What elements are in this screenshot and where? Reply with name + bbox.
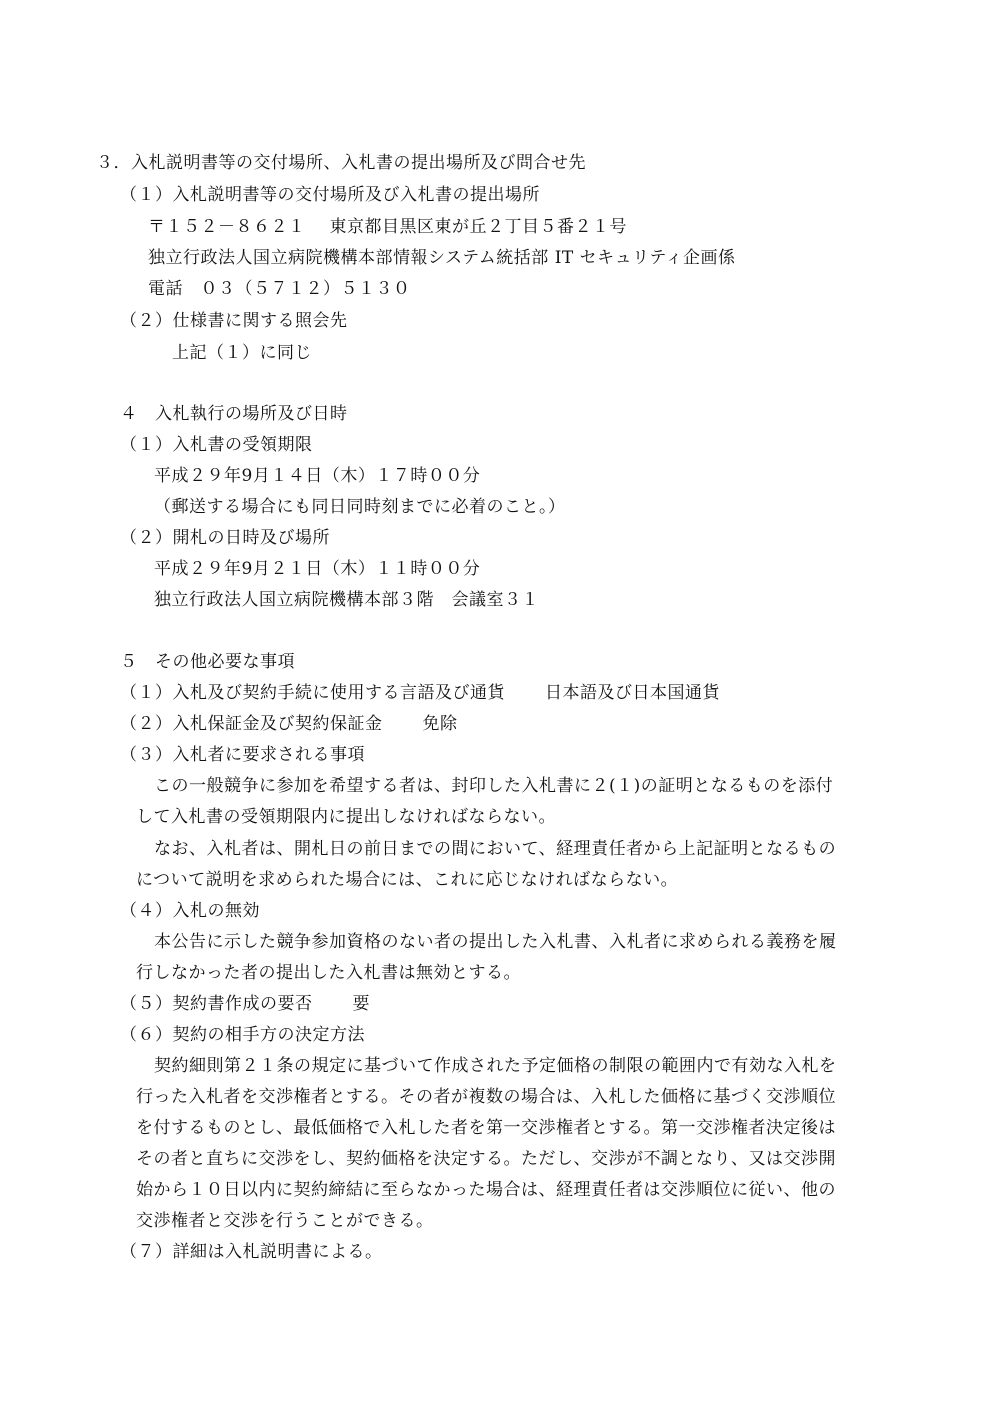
section5-item4-label: （４）入札の無効 xyxy=(120,901,260,921)
section5-item6-line6: 交渉権者と交渉を行うことができる。 xyxy=(136,1211,434,1231)
section3-item2-text: 上記（１）に同じ xyxy=(172,343,312,363)
section5-item1-value: 日本語及び日本国通貨 xyxy=(545,683,720,703)
section5-item3-p2-line2: について説明を求められた場合には、これに応じなければならない。 xyxy=(136,870,679,890)
section5-item6-line3: を付するものとし、最低価格で入札した者を第一交渉権者とする。第一交渉権者決定後は xyxy=(136,1118,836,1138)
street-address: 東京都目黒区東が丘２丁目５番２１号 xyxy=(329,217,627,237)
section3-title: ３．入札説明書等の交付場所、入札書の提出場所及び問合せ先 xyxy=(96,153,586,173)
section5-item5-label: （５）契約書作成の要否 xyxy=(120,994,313,1014)
section5-item3-label: （３）入札者に要求される事項 xyxy=(120,745,365,765)
section4-deadline: 平成２９年9月１４日（木）１７時００分 xyxy=(154,466,481,486)
section5-item5-line xyxy=(120,993,370,1015)
section4-item2-label: （２）開札の日時及び場所 xyxy=(120,528,330,548)
section5-item4-line1: 本公告に示した競争参加資格のない者の提出した入札書、入札者に求められる義務を履 xyxy=(154,932,837,952)
section5-title: ５ その他必要な事項 xyxy=(120,652,295,672)
section5-item3-p1-line2: して入札書の受領期限内に提出しなければならない。 xyxy=(136,807,556,827)
section3-org: 独立行政法人国立病院機構本部情報システム統括部 IT セキュリティ企画係 xyxy=(148,248,736,268)
section4-title: ４ 入札執行の場所及び日時 xyxy=(120,404,348,424)
section5-item7-label: （７）詳細は入札説明書による。 xyxy=(120,1242,383,1262)
section5-item6-line1: 契約細則第２１条の規定に基づいて作成された予定価格の制限の範囲内で有効な入札を xyxy=(154,1056,837,1076)
section5-item2-value: 免除 xyxy=(422,714,458,734)
section4-mail-note: （郵送する場合にも同日同時刻までに必着のこと。） xyxy=(154,497,566,517)
section3-item1-label: （１）入札説明書等の交付場所及び入札書の提出場所 xyxy=(120,185,540,205)
section5-item5-value: 要 xyxy=(352,994,370,1014)
section3-phone: 電話 ０３（５７１２）５１３０ xyxy=(148,279,411,299)
section5-item6-line5: 始から１０日以内に契約締結に至らなかった場合は、経理責任者は交渉順位に従い、他の xyxy=(136,1180,836,1200)
section4-opening-date: 平成２９年9月２１日（木）１１時００分 xyxy=(154,559,481,579)
section3-address-line xyxy=(148,216,627,238)
section5-item1-line xyxy=(120,682,720,704)
section5-item1-label: （１）入札及び契約手続に使用する言語及び通貨 xyxy=(120,683,505,703)
section4-item1-label: （１）入札書の受領期限 xyxy=(120,435,313,455)
postal-code: 〒１５２－８６２１ xyxy=(148,217,306,237)
section5-item6-line2: 行った入札者を交渉権者とする。その者が複数の場合は、入札した価格に基づく交渉順位 xyxy=(136,1087,836,1107)
section5-item4-line2: 行しなかった者の提出した入札書は無効とする。 xyxy=(136,963,521,983)
section5-item3-p2-line1: なお、入札者は、開札日の前日までの間において、経理責任者から上記証明となるもの xyxy=(154,839,837,859)
section3-item2-label: （２）仕様書に関する照会先 xyxy=(120,311,348,331)
section5-item2-label: （２）入札保証金及び契約保証金 xyxy=(120,714,383,734)
section5-item6-label: （６）契約の相手方の決定方法 xyxy=(120,1025,365,1045)
section5-item6-line4: その者と直ちに交渉をし、契約価格を決定する。ただし、交渉が不調となり、又は交渉開 xyxy=(136,1149,836,1169)
section5-item2-line xyxy=(120,713,458,735)
section4-opening-place: 独立行政法人国立病院機構本部３階 会議室３１ xyxy=(154,590,539,610)
section5-item3-p1-line1: この一般競争に参加を希望する者は、封印した入札書に２(１)の証明となるものを添付 xyxy=(154,776,834,796)
